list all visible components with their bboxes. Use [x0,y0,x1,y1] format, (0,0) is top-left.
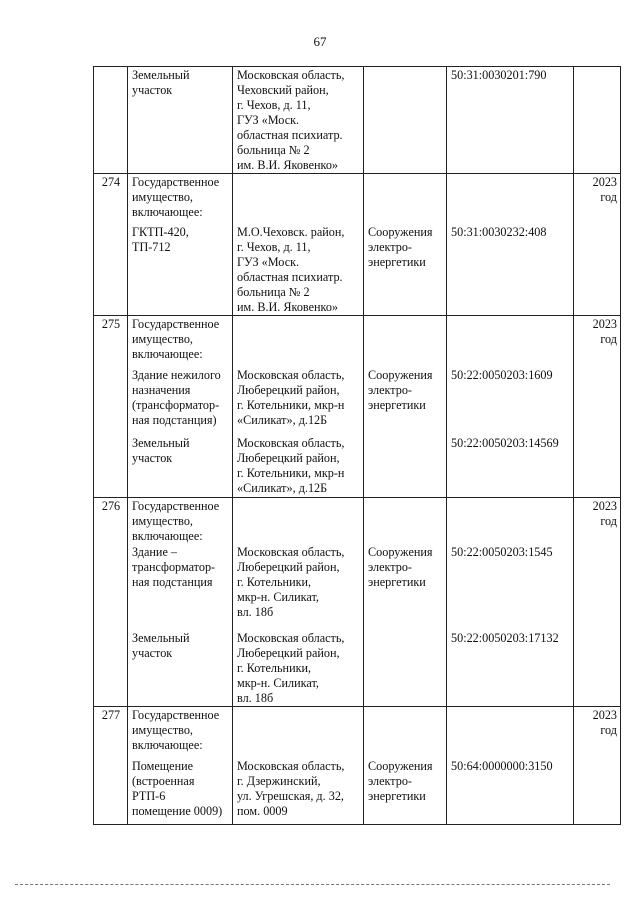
property-registry-table [93,66,621,825]
cell-text-line: включающее: [132,346,203,361]
cell-text-line: Здание нежилого [132,368,221,382]
table-row [94,544,621,630]
cell-text-line: электро- [368,239,412,254]
cell-address [233,367,364,435]
cell-object-type [364,435,447,497]
cell-row-number [94,758,128,824]
cell-text-line: Люберецкий район, [237,645,340,660]
table-row [94,435,621,497]
cell-text-line: Московская область, [237,544,345,559]
cell-text-line: Московская область, [237,759,345,773]
cell-text-line: областная психиатр. [237,128,343,142]
cell-text-line: вл. 18б [237,604,274,619]
table-row [94,758,621,824]
cell-text-line: энергетики [368,574,426,589]
cell-cadastral-number [447,174,574,224]
cell-text-line: электро- [368,383,412,397]
cell-text-line: включающее: [132,205,203,219]
cell-year [574,497,621,544]
cell-text-line: Сооружения [368,759,433,773]
cell-text-line: участок [132,645,173,660]
cell-text-line: мкр-н. Силикат, [237,675,319,690]
cell-text-line: трансформатор- [132,559,216,574]
cell-text-line: им. В.И. Яковенко» [237,158,339,172]
cell-text-line: энергетики [368,398,426,412]
cell-text-line: ГУЗ «Моск. [237,113,300,127]
cell-text-line: Люберецкий район, [237,451,340,465]
cell-object-type [364,315,447,367]
cell-object-type [364,758,447,824]
cell-text-line: ная подстанция) [132,413,217,427]
table-row [94,367,621,435]
cell-object-name [128,224,233,316]
cell-text-line: Помещение [132,759,194,773]
cell-text-line: ТП-712 [132,239,171,254]
cell-text-line: ная подстанция [132,574,213,589]
cell-text-line: М.О.Чеховск. район, [237,224,345,239]
cell-row-number: 275 [94,315,128,367]
cell-address [233,544,364,630]
cell-text-line: ГУЗ «Моск. [237,254,300,269]
cell-object-name [128,706,233,758]
table-row [94,315,621,367]
cell-row-number [94,367,128,435]
cell-text-line: Земельный [132,68,190,82]
cell-text-line: имущество, [132,513,193,528]
cell-cadastral-number: 50:22:0050203:1609 [447,367,574,435]
cell-text-line: участок [132,451,173,465]
cell-address [233,315,364,367]
cell-text-line: электро- [368,559,412,574]
cell-text-line: Сооружения [368,544,433,559]
cell-text-line: 2023 [592,175,617,189]
cell-text-line: г. Чехов, д. 11, [237,239,311,254]
cell-row-number: 274 [94,174,128,224]
cell-text-line: назначения [132,383,191,397]
cell-object-type [364,497,447,544]
cell-year [574,544,621,630]
cell-text-line: Государственное [132,175,220,189]
cell-text-line: мкр-н. Силикат, [237,589,319,604]
cell-address [233,435,364,497]
cell-address [233,224,364,316]
cell-cadastral-number [447,315,574,367]
cell-year [574,67,621,174]
cell-text-line: 2023 [592,498,617,513]
page-bottom-rule [15,884,610,885]
cell-text-line: Сооружения [368,224,433,239]
cell-object-name [128,67,233,174]
cell-object-type [364,174,447,224]
cell-text-line: Здание – [132,544,178,559]
cell-object-type [364,544,447,630]
cell-year [574,174,621,224]
cell-row-number [94,224,128,316]
cell-address [233,706,364,758]
cell-text-line: г. Дзержинский, [237,774,321,788]
cell-text-line: имущество, [132,190,193,204]
cell-object-name [128,497,233,544]
cell-object-name [128,435,233,497]
cell-text-line: г. Котельники, мкр-н [237,466,345,480]
cell-year [574,758,621,824]
cell-text-line: областная психиатр. [237,269,343,284]
cell-year [574,435,621,497]
cell-text-line: ГКТП-420, [132,224,189,239]
table-row [94,67,621,174]
cell-text-line: 2023 [592,707,617,722]
cell-text-line: Земельный [132,630,190,645]
cell-text-line: г. Котельники, [237,660,312,675]
cell-object-type [364,367,447,435]
cell-text-line: г. Чехов, д. 11, [237,98,311,112]
cell-address [233,630,364,707]
cell-address [233,497,364,544]
cell-row-number: 277 [94,706,128,758]
cell-object-name [128,174,233,224]
cell-text-line: пом. 0009 [237,804,288,818]
cell-text-line: год [600,722,617,737]
cell-cadastral-number [447,706,574,758]
table-row [94,630,621,707]
cell-object-type [364,224,447,316]
cell-cadastral-number: 50:31:0030201:790 [447,67,574,174]
cell-year [574,706,621,758]
cell-text-line: Государственное [132,316,220,331]
cell-text-line: год [600,190,617,204]
cell-text-line: ул. Угрешская, д. 32, [237,789,344,803]
cell-address [233,174,364,224]
cell-text-line: (встроенная [132,774,195,788]
cell-text-line: имущество, [132,722,193,737]
page-number: 67 [313,34,327,49]
cell-address [233,67,364,174]
cell-object-type [364,706,447,758]
cell-object-name [128,544,233,630]
cell-text-line: РТП-6 [132,789,166,803]
cell-year [574,630,621,707]
cell-year [574,367,621,435]
cell-row-number [94,630,128,707]
cell-object-name [128,758,233,824]
cell-text-line: г. Котельники, мкр-н [237,398,345,412]
cell-text-line: Сооружения [368,368,433,382]
cell-text-line: Московская область, [237,68,345,82]
cell-row-number [94,435,128,497]
table-row [94,497,621,544]
cell-text-line: энергетики [368,789,426,803]
table-row [94,174,621,224]
cell-text-line: «Силикат», д.12Б [237,413,328,427]
cell-cadastral-number: 50:22:0050203:17132 [447,630,574,707]
cell-text-line: энергетики [368,254,426,269]
cell-object-name [128,630,233,707]
cell-text-line: Государственное [132,707,220,722]
cell-object-name [128,315,233,367]
cell-object-type [364,67,447,174]
cell-text-line: Московская область, [237,368,345,382]
cell-text-line: включающее: [132,528,203,543]
cell-object-name [128,367,233,435]
cell-text-line: Московская область, [237,436,345,450]
cell-text-line: Государственное [132,498,220,513]
cell-cadastral-number: 50:22:0050203:14569 [447,435,574,497]
cell-cadastral-number: 50:31:0030232:408 [447,224,574,316]
cell-text-line: участок [132,83,173,97]
cell-text-line: Люберецкий район, [237,559,340,574]
cell-text-line: больница № 2 [237,284,310,299]
table-row [94,706,621,758]
cell-text-line: Земельный [132,436,190,450]
cell-object-type [364,630,447,707]
cell-cadastral-number: 50:64:0000000:3150 [447,758,574,824]
registry-body [94,67,621,825]
cell-text-line: год [600,513,617,528]
cell-text-line: (трансформатор- [132,398,220,412]
cell-text-line: Чеховский район, [237,83,329,97]
cell-text-line: г. Котельники, [237,574,312,589]
table-row [94,224,621,316]
cell-text-line: 2023 [592,316,617,331]
cell-text-line: вл. 18б [237,690,274,705]
cell-row-number [94,67,128,174]
cell-cadastral-number [447,497,574,544]
cell-text-line: имущество, [132,331,193,346]
cell-text-line: включающее: [132,737,203,752]
cell-cadastral-number: 50:22:0050203:1545 [447,544,574,630]
cell-text-line: Московская область, [237,630,345,645]
cell-year [574,315,621,367]
cell-text-line: Люберецкий район, [237,383,340,397]
cell-text-line: им. В.И. Яковенко» [237,299,339,314]
cell-row-number: 276 [94,497,128,544]
cell-address [233,758,364,824]
cell-text-line: помещение 0009) [132,804,223,818]
cell-year [574,224,621,316]
cell-text-line: электро- [368,774,412,788]
cell-text-line: «Силикат», д.12Б [237,481,328,495]
cell-text-line: больница № 2 [237,143,310,157]
cell-text-line: год [600,331,617,346]
cell-row-number [94,544,128,630]
